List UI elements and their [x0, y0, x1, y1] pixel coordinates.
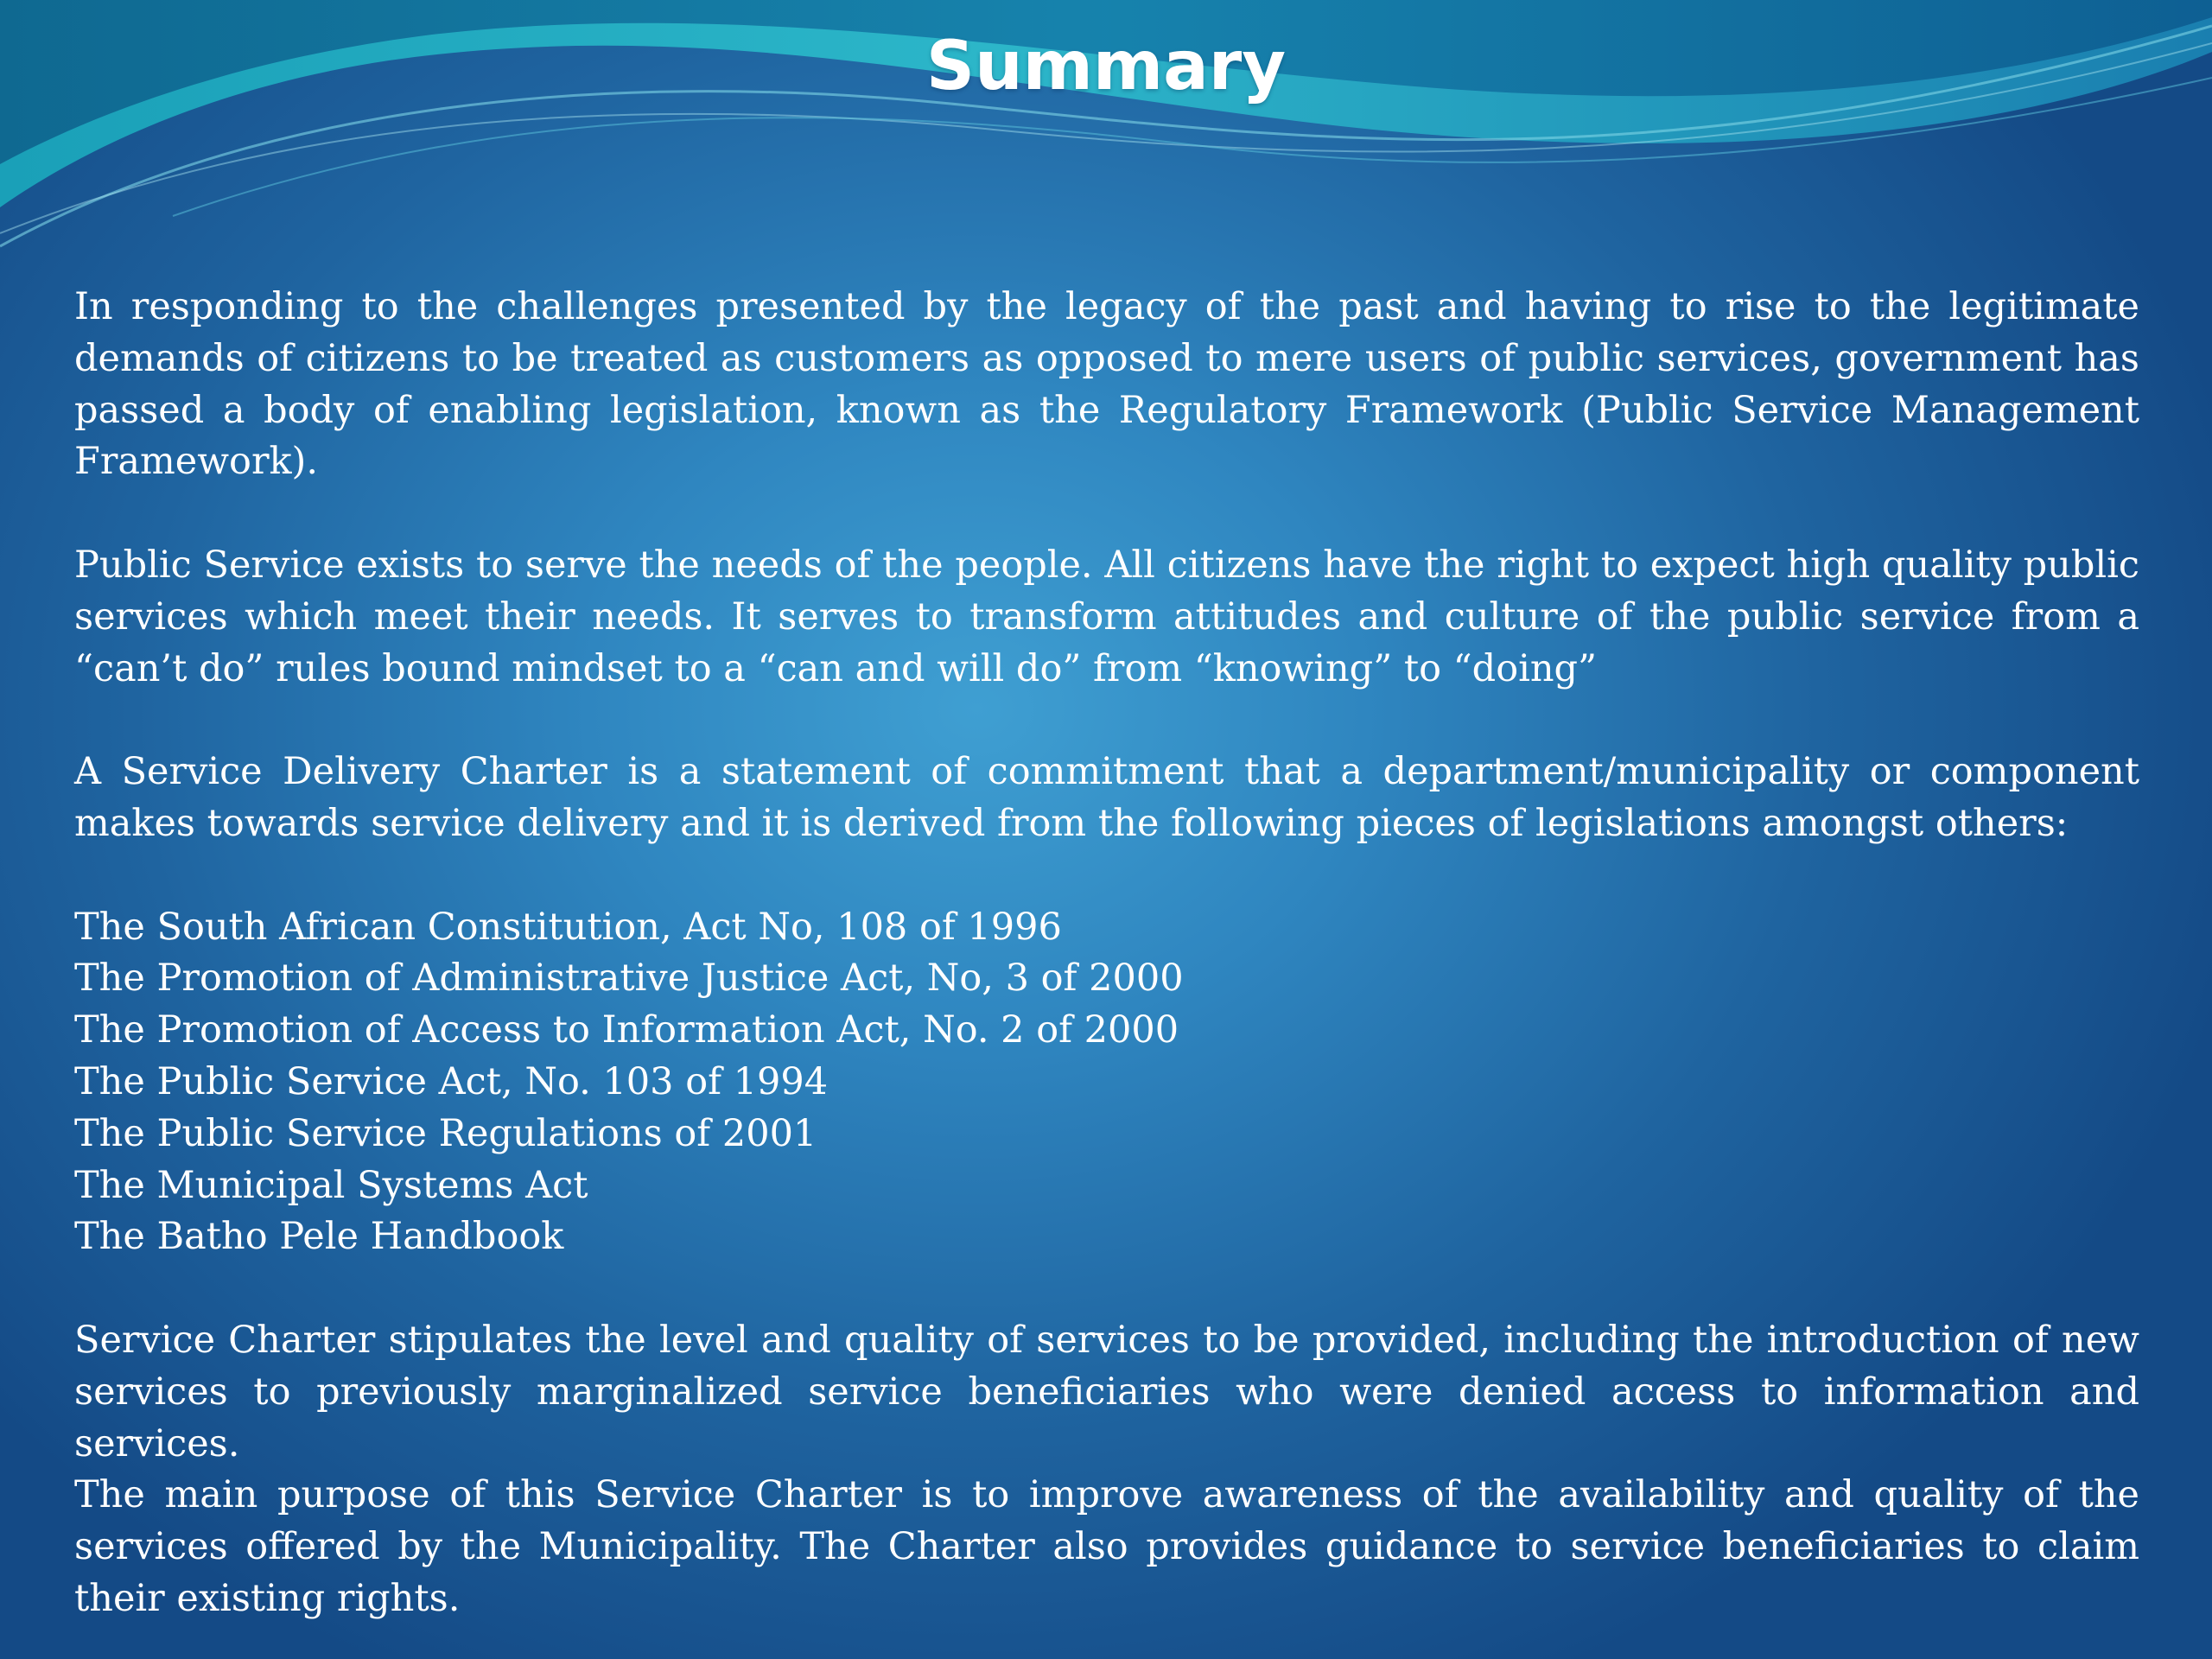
legislation-item: The Municipal Systems Act	[74, 1163, 588, 1207]
public-service-paragraph: Public Service exists to serve the needs of the people. All citizens have the right to expect high quality public services which meet their needs. It serves to transform attitudes and culture of the public service from a “can’t do” rules bound mindset to a “can and will do” from “knowing” to “doing”	[74, 543, 2139, 690]
charter-stipulation-paragraph: Service Charter stipulates the level and quality of services to be provided, including the introduction of new services to previously marginalized service beneficiaries who were denied access to information and services.	[74, 1318, 2139, 1465]
legislation-item: The Promotion of Administrative Justice Act, No, 3 of 2000	[74, 957, 1184, 1001]
legislation-item: The Public Service Act, No. 103 of 1994	[74, 1059, 829, 1103]
legislation-item: The Batho Pele Handbook	[74, 1215, 564, 1259]
slide-body	[74, 282, 2139, 1625]
legislation-list	[74, 902, 2139, 1264]
intro-paragraph: In responding to the challenges presented by the legacy of the past and having to rise to the legitimate demands of citizens to be treated as customers as opposed to mere users of public services, government has passed a body of enabling legislation, known as the Regulatory Framework (Public Service Management Framework).	[74, 285, 2139, 484]
charter-purpose-paragraph: The main purpose of this Service Charter is to improve awareness of the availability and quality of the services offered by the Municipality. The Charter also provides guidance to service beneficiaries to claim their existing rights.	[74, 1473, 2139, 1620]
legislation-item: The South African Constitution, Act No, 108 of 1996	[74, 905, 1062, 949]
charter-definition-paragraph: A Service Delivery Charter is a statement of commitment that a department/municipality or component makes towards service delivery and it is derived from the following pieces of legislations amongst others:	[74, 750, 2139, 845]
legislation-item: The Promotion of Access to Information Act, No. 2 of 2000	[74, 1008, 1179, 1052]
slide-title: Summary	[925, 28, 1287, 105]
legislation-item: The Public Service Regulations of 2001	[74, 1111, 817, 1155]
